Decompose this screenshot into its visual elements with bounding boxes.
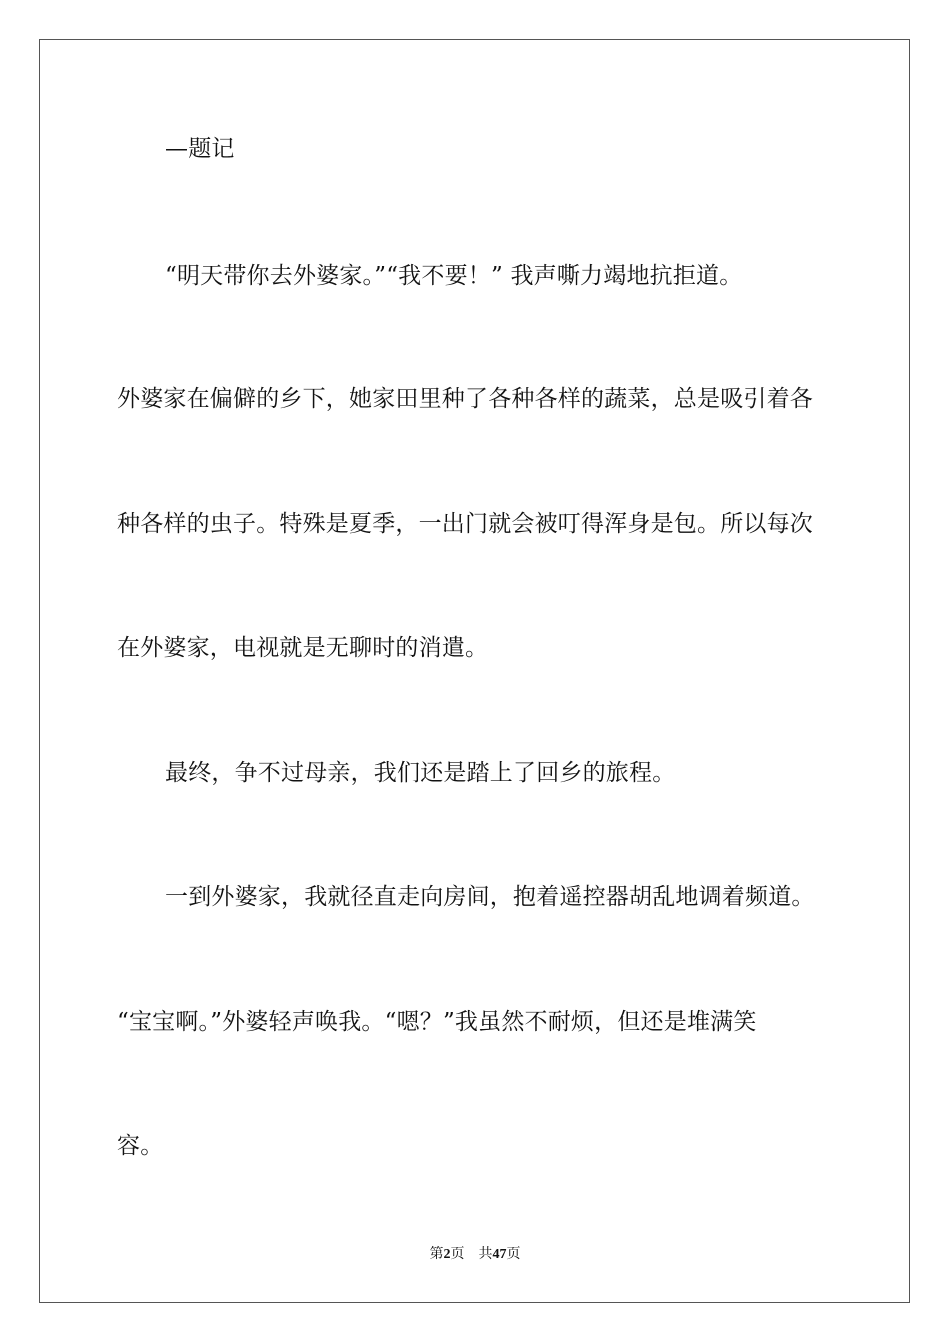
paragraph-line: “宝宝啊。”外婆轻声唤我。“嗯？”我虽然不耐烦，但还是堆满笑	[117, 1009, 757, 1035]
paragraph-line: 外婆家在偏僻的乡下，她家田里种了各种各样的蔬菜，总是吸引着各	[117, 386, 813, 412]
page-border	[39, 39, 910, 1303]
page-footer	[0, 1246, 950, 1264]
footer-page-prefix: 第	[429, 1247, 444, 1262]
paragraph-line: 容。	[117, 1133, 164, 1159]
footer-total-suffix: 页	[506, 1247, 521, 1262]
total-page-count: 47	[492, 1247, 507, 1262]
epigraph-signature: —题记	[165, 136, 235, 162]
paragraph-line: 种各样的虫子。特殊是夏季，一出门就会被叮得浑身是包。所以每次	[117, 511, 813, 537]
paragraph-line: 最终，争不过母亲，我们还是踏上了回乡的旅程。	[165, 760, 676, 786]
footer-page-suffix: 页	[450, 1247, 465, 1262]
paragraph-line: 在外婆家，电视就是无聊时的消遣。	[117, 635, 489, 661]
paragraph-line: 一到外婆家，我就径直走向房间，抱着遥控器胡乱地调着频道。	[165, 884, 815, 910]
current-page-number: 2	[443, 1247, 451, 1262]
footer-total-prefix: 共	[478, 1247, 493, 1262]
paragraph-line: “明天带你去外婆家。”“我不要！” 我声嘶力竭地抗拒道。	[165, 263, 743, 289]
